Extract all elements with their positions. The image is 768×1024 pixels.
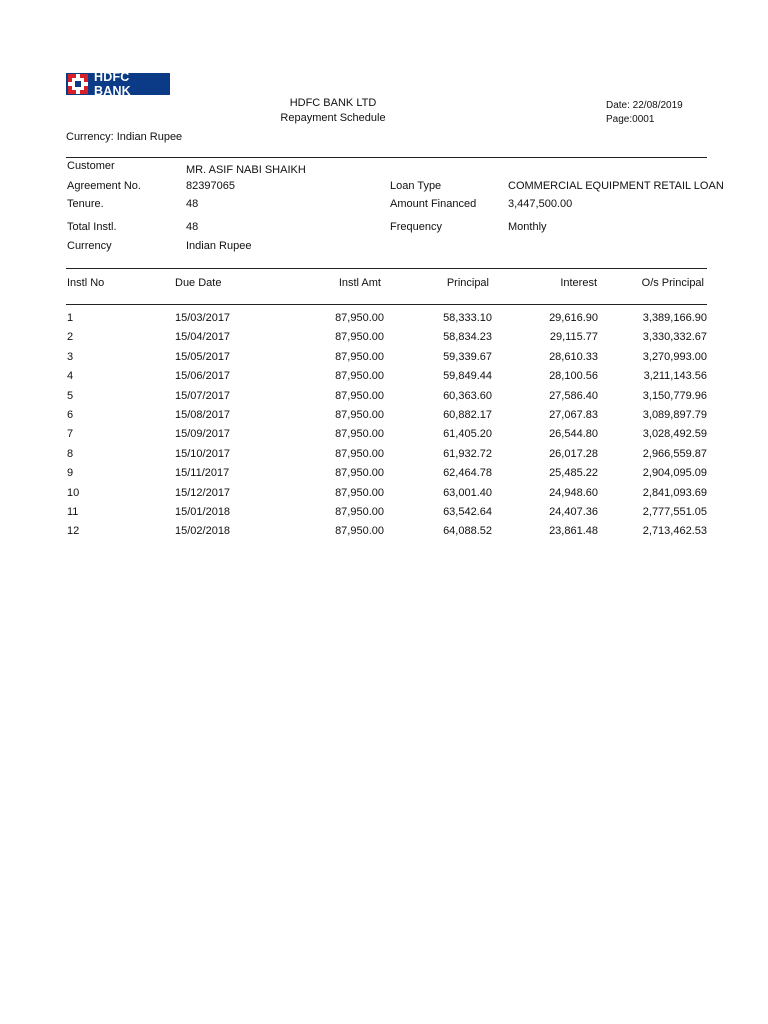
cell-principal: 60,363.60	[443, 389, 492, 402]
amount-financed-value: 3,447,500.00	[508, 198, 573, 210]
cell-interest: 24,407.36	[549, 506, 598, 518]
print-date: Date: 22/08/2019	[606, 100, 683, 111]
cell-os-principal: 3,330,332.67	[642, 331, 707, 344]
cell-interest: 23,861.48	[549, 525, 598, 538]
table-row	[0, 525, 768, 544]
cell-instl-no: 8	[67, 447, 74, 460]
cell-instl-no: 6	[67, 409, 74, 421]
cell-instl-amt: 87,950.00	[335, 331, 384, 344]
cell-principal: 64,088.52	[443, 525, 492, 538]
cell-due-date: 15/08/2017	[175, 409, 231, 421]
currency-line: Currency: Indian Rupee	[66, 131, 183, 143]
cell-due-date: 15/05/2017	[175, 350, 231, 363]
customer-label: Customer	[67, 160, 115, 172]
cell-due-date: 15/07/2017	[175, 389, 231, 402]
hdfc-logo-icon	[68, 74, 88, 94]
table-row	[0, 448, 768, 467]
frequency-label: Frequency	[390, 221, 442, 233]
currency-label: Currency	[67, 240, 112, 252]
cell-os-principal: 2,713,462.53	[642, 525, 707, 538]
cell-os-principal: 3,389,166.90	[642, 312, 707, 324]
cell-instl-amt: 87,950.00	[335, 409, 384, 421]
cell-instl-no: 11	[67, 506, 79, 518]
cell-os-principal: 3,211,143.56	[643, 370, 707, 383]
bank-name: HDFC BANK LTD	[289, 97, 377, 109]
table-row	[0, 467, 768, 486]
column-header-instl-no: Instl No	[67, 277, 105, 289]
cell-os-principal: 2,966,559.87	[642, 447, 707, 460]
table-row	[0, 331, 768, 350]
cell-due-date: 15/09/2017	[175, 428, 231, 441]
column-header-os-principal: O/s Principal	[641, 277, 704, 289]
amount-financed-label: Amount Financed	[390, 198, 477, 210]
column-header-instl-amt: Instl Amt	[338, 277, 381, 289]
cell-interest: 29,115.77	[549, 331, 598, 344]
cell-instl-no: 3	[67, 350, 74, 363]
cell-os-principal: 3,270,993.00	[642, 350, 707, 363]
cell-interest: 26,544.80	[549, 428, 598, 441]
currency-value: Indian Rupee	[186, 240, 252, 252]
cell-due-date: 15/02/2018	[175, 525, 231, 538]
agreement-value: 82397065	[186, 180, 235, 192]
hdfc-bank-logo	[66, 70, 170, 98]
cell-instl-no: 9	[67, 467, 74, 480]
table-row	[0, 409, 768, 428]
cell-instl-no: 1	[67, 312, 74, 324]
cell-principal: 61,405.20	[443, 428, 492, 441]
cell-interest: 27,067.83	[549, 409, 598, 421]
cell-instl-amt: 87,950.00	[335, 467, 384, 480]
divider-header-bottom	[66, 304, 707, 305]
customer-value: MR. ASIF NABI SHAIKH	[186, 164, 306, 176]
cell-os-principal: 3,028,492.59	[642, 428, 707, 441]
cell-instl-no: 10	[67, 486, 80, 499]
cell-due-date: 15/01/2018	[175, 506, 231, 518]
table-row	[0, 487, 768, 506]
cell-principal: 59,339.67	[443, 350, 492, 363]
cell-principal: 62,464.78	[443, 467, 492, 480]
cell-instl-amt: 87,950.00	[335, 525, 384, 538]
total-instl-value: 48	[186, 221, 199, 233]
document-title: Repayment Schedule	[280, 112, 386, 124]
cell-principal: 58,333.10	[443, 312, 492, 324]
cell-instl-amt: 87,950.00	[335, 486, 384, 499]
cell-instl-amt: 87,950.00	[335, 312, 384, 324]
cell-interest: 28,610.33	[549, 350, 598, 363]
table-row	[0, 506, 768, 525]
cell-instl-no: 4	[67, 370, 74, 383]
column-header-due-date: Due Date	[175, 277, 222, 289]
cell-due-date: 15/04/2017	[175, 331, 231, 344]
cell-due-date: 15/11/2017	[175, 467, 230, 480]
table-row	[0, 390, 768, 409]
cell-os-principal: 3,089,897.79	[642, 409, 707, 421]
cell-due-date: 15/06/2017	[175, 370, 231, 383]
cell-interest: 29,616.90	[549, 312, 598, 324]
column-header-principal: Principal	[446, 277, 489, 289]
cell-instl-no: 7	[67, 428, 74, 441]
cell-principal: 61,932.72	[443, 447, 492, 460]
cell-instl-no: 2	[67, 331, 74, 344]
cell-instl-no: 5	[67, 389, 74, 402]
cell-due-date: 15/10/2017	[175, 447, 231, 460]
table-row	[0, 312, 768, 331]
cell-instl-amt: 87,950.00	[335, 428, 384, 441]
table-row	[0, 370, 768, 389]
cell-interest: 25,485.22	[549, 467, 598, 480]
cell-instl-amt: 87,950.00	[335, 389, 384, 402]
divider-header-top	[66, 268, 707, 269]
cell-instl-amt: 87,950.00	[335, 506, 384, 518]
divider-top	[66, 157, 707, 158]
loan-type-label: Loan Type	[390, 180, 442, 192]
tenure-value: 48	[186, 198, 199, 210]
total-instl-label: Total Instl.	[67, 221, 117, 233]
frequency-value: Monthly	[508, 221, 547, 233]
logo-text: HDFC BANK	[93, 70, 131, 98]
cell-interest: 28,100.56	[549, 370, 598, 383]
cell-instl-amt: 87,950.00	[335, 447, 384, 460]
cell-interest: 27,586.40	[549, 389, 598, 402]
cell-instl-amt: 87,950.00	[335, 350, 384, 363]
cell-interest: 24,948.60	[549, 486, 598, 499]
table-row	[0, 351, 768, 370]
cell-principal: 59,849.44	[443, 370, 492, 383]
cell-principal: 63,542.64	[443, 506, 492, 518]
cell-instl-amt: 87,950.00	[335, 370, 384, 383]
cell-principal: 58,834.23	[443, 331, 492, 344]
cell-due-date: 15/12/2017	[175, 486, 231, 499]
cell-instl-no: 12	[67, 525, 80, 538]
loan-type-value: COMMERCIAL EQUIPMENT RETAIL LOAN	[508, 180, 724, 192]
table-header-row	[0, 277, 768, 296]
column-header-interest: Interest	[560, 277, 597, 289]
cell-principal: 60,882.17	[443, 409, 492, 421]
page-number: Page:0001	[606, 114, 655, 125]
tenure-label: Tenure.	[67, 198, 104, 210]
cell-os-principal: 2,841,093.69	[642, 486, 707, 499]
table-row	[0, 428, 768, 447]
cell-interest: 26,017.28	[549, 447, 598, 460]
cell-principal: 63,001.40	[443, 486, 492, 499]
cell-os-principal: 2,904,095.09	[642, 467, 707, 480]
agreement-label: Agreement No.	[67, 180, 141, 192]
cell-os-principal: 3,150,779.96	[642, 389, 707, 402]
cell-due-date: 15/03/2017	[175, 312, 231, 324]
cell-os-principal: 2,777,551.05	[642, 506, 707, 518]
